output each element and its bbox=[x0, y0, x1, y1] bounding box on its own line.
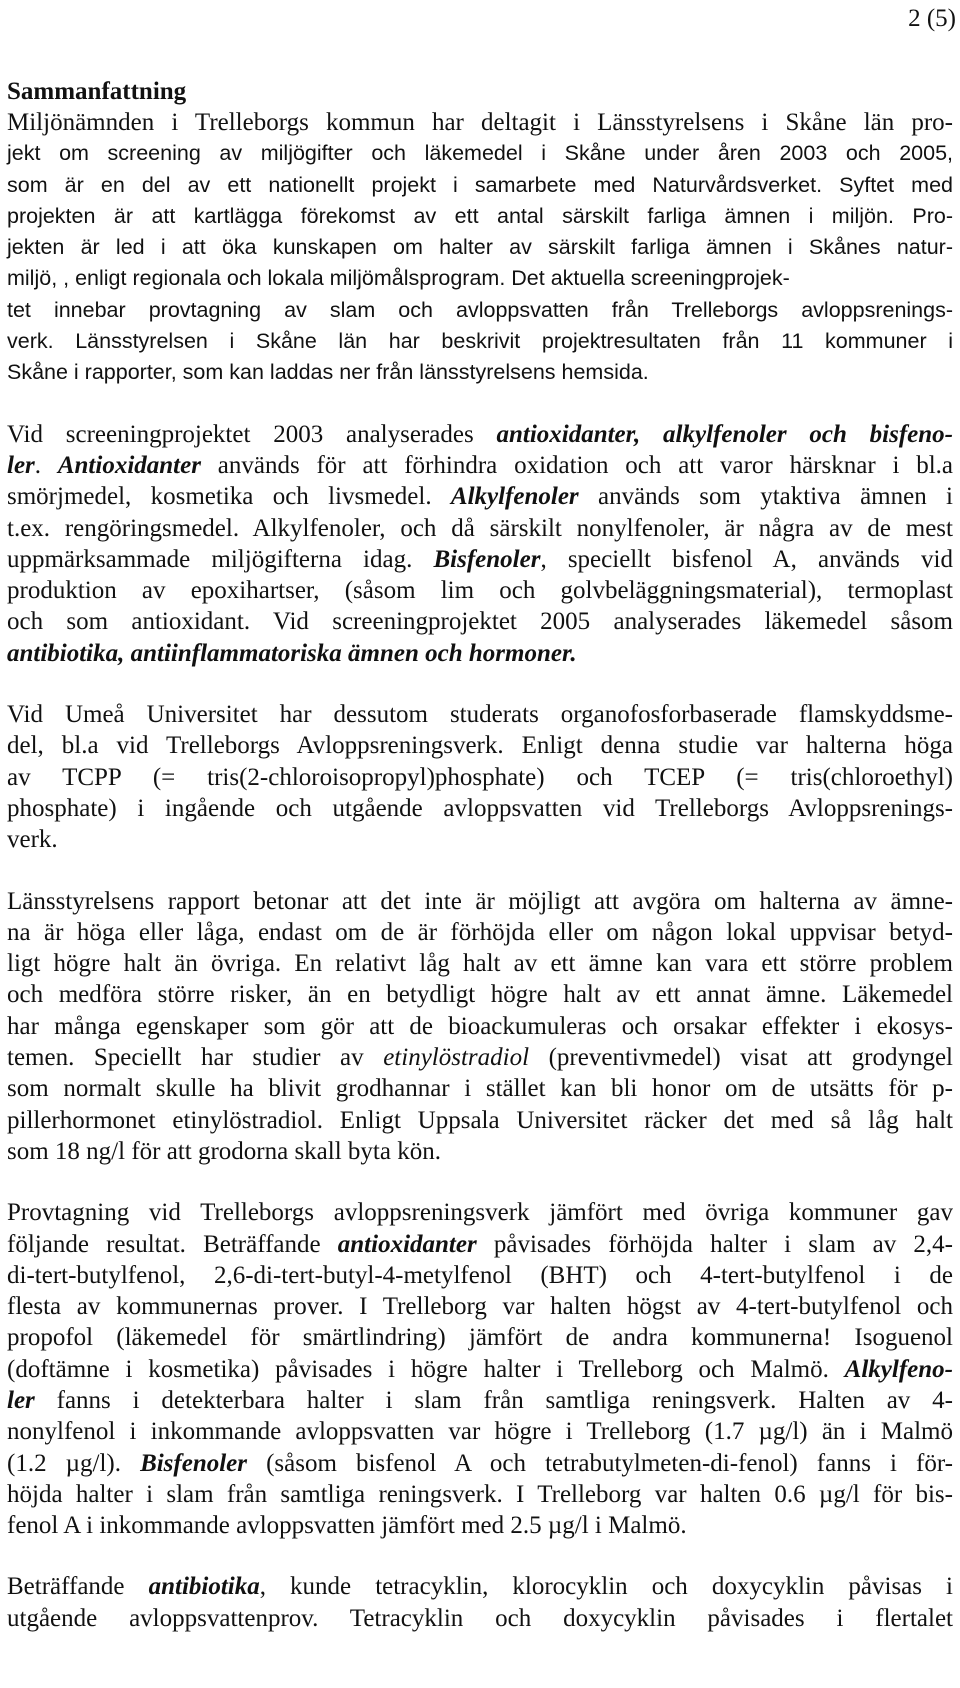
text-run: temen. Speciellt har studier av bbox=[7, 1044, 384, 1072]
paragraph bbox=[7, 107, 953, 389]
text-line bbox=[7, 513, 953, 544]
text-run: verk. Länsstyrelsen i Skåne län har beskrivit projektresultaten från 11 kommuner i bbox=[7, 329, 953, 354]
text-run: fanns i detekterbara halter i slam från samtliga reningsverk. Halten av 4- bbox=[34, 1386, 953, 1414]
text-line bbox=[7, 1385, 953, 1416]
text-run: t.ex. rengöringsmedel. Alkylfenoler, och då särskilt nonylfenoler, är några av de mest bbox=[7, 514, 953, 542]
text-line bbox=[7, 1011, 953, 1042]
text-line bbox=[7, 138, 953, 169]
text-line bbox=[7, 1042, 953, 1073]
text-run: flesta av kommunernas prover. I Trelleborg var halten högst av 4-tert-butylfenol och bbox=[7, 1293, 953, 1321]
text-line bbox=[7, 1571, 953, 1602]
text-run: Vid Umeå Universitet har dessutom studerats organofosforbaserade flamskyddsme- bbox=[7, 701, 953, 729]
paragraph bbox=[7, 886, 953, 1168]
text-line bbox=[7, 1197, 953, 1228]
text-run: tet innebar provtagning av slam och avloppsvatten från Trelleborgs avloppsrenings- bbox=[7, 297, 953, 322]
text-run: och som antioxidant. Vid screeningprojektet 2005 analyserades läkemedel såsom bbox=[7, 608, 953, 636]
text-run: phosphate) i ingående och utgående avloppsvatten vid Trelleborgs Avloppsrenings- bbox=[7, 794, 953, 822]
text-run: nonylfenol i inkommande avloppsvatten var högre i Trelleborg (1.7 µg/l) än i Malmö bbox=[7, 1418, 953, 1446]
emphasized-term: Alkylfenoler bbox=[450, 483, 579, 511]
text-line bbox=[7, 1354, 953, 1385]
text-run: di-tert-butylfenol, 2,6-di-tert-butyl-4-metylfenol (BHT) och 4-tert-butylfenol i de bbox=[7, 1261, 953, 1289]
text-run: utgående avloppsvattenprov. Tetracyklin och doxycyklin påvisades i flertalet bbox=[7, 1604, 953, 1632]
text-run: av TCPP (= tris(2-chloroisopropyl)phosphate) och TCEP (= tris(chloroethyl) bbox=[7, 763, 953, 791]
emphasized-term: antibiotika, antiinflammatoriska ämnen och hormoner. bbox=[7, 639, 577, 667]
text-run: som är en del av ett nationellt projekt i samarbete med Naturvårdsverket. Syftet med bbox=[7, 172, 953, 197]
text-run: pillerhormonet etinylöstradiol. Enligt Uppsala Universitet räcker det med så låg halt bbox=[7, 1106, 953, 1134]
text-run: jekt om screening av miljögifter och läkemedel i Skåne under åren 2003 och 2005, bbox=[7, 141, 953, 166]
text-line bbox=[7, 979, 953, 1010]
emphasized-term: Alkylfeno- bbox=[844, 1355, 953, 1383]
emphasized-term: Bisfenoler bbox=[140, 1449, 248, 1477]
text-run: projekten är att kartlägga förekomst av ett antal särskilt farliga ämnen i miljön. Pro- bbox=[7, 203, 953, 228]
text-run: uppmärksammade miljögifterna idag. bbox=[7, 545, 434, 573]
paragraph bbox=[7, 419, 953, 669]
text-line bbox=[7, 450, 953, 481]
text-line bbox=[7, 1603, 953, 1634]
text-run: och medföra större risker, än en betydligt högre halt av ett annat ämne. Läkemedel bbox=[7, 981, 953, 1009]
text-run: höjda halter i slam från samtliga reningsverk. I Trelleborg var halten 0.6 µg/l för bis- bbox=[7, 1480, 953, 1508]
text-line bbox=[7, 419, 953, 450]
text-line bbox=[7, 1105, 953, 1136]
paragraph bbox=[7, 1571, 953, 1634]
text-line bbox=[7, 107, 953, 138]
text-run: na är höga eller låga, endast om de är förhöjda eller om någon lokal uppvisar betyd- bbox=[7, 918, 953, 946]
text-line bbox=[7, 326, 953, 357]
text-line bbox=[7, 201, 953, 232]
text-line bbox=[7, 1479, 953, 1510]
text-run: följande resultat. Beträffande bbox=[7, 1230, 338, 1258]
text-line bbox=[7, 544, 953, 575]
text-run: , kunde tetracyklin, klorocyklin och doxycyklin påvisas i bbox=[259, 1573, 953, 1601]
text-run: Skåne i rapporter, som kan laddas ner från länsstyrelsens hemsida. bbox=[7, 360, 649, 385]
text-run: (såsom bisfenol A och tetrabutylmeten-di-fenol) fanns i för- bbox=[247, 1449, 953, 1477]
text-line bbox=[7, 232, 953, 263]
text-line bbox=[7, 730, 953, 761]
text-line bbox=[7, 170, 953, 201]
text-line bbox=[7, 824, 953, 855]
text-run: används för att förhindra oxidation och att varor härsknar i bl.a bbox=[200, 451, 953, 479]
text-run: som 18 ng/l för att grodorna skall byta kön. bbox=[7, 1137, 441, 1165]
text-line bbox=[7, 1322, 953, 1353]
text-run: jekten är led i att öka kunskapen om halter av särskilt farliga ämnen i Skånes natur- bbox=[7, 235, 953, 260]
paragraph bbox=[7, 1197, 953, 1541]
text-run: miljö, , enligt regionala och lokala miljömålsprogram. Det aktuella screeningprojek- bbox=[7, 266, 790, 291]
text-run: Länsstyrelsens rapport betonar att det inte är möjligt att avgöra om halterna av ämne- bbox=[7, 887, 953, 915]
text-line bbox=[7, 793, 953, 824]
text-line bbox=[7, 606, 953, 637]
text-run: , speciellt bisfenol A, används vid bbox=[540, 545, 953, 573]
text-run: används som ytaktiva ämnen i bbox=[578, 483, 953, 511]
emphasized-term: ler bbox=[7, 451, 35, 479]
text-line bbox=[7, 1073, 953, 1104]
text-run: (preventivmedel) visat att grodyngel bbox=[529, 1044, 954, 1072]
text-line bbox=[7, 481, 953, 512]
page-number: 2 (5) bbox=[908, 5, 956, 32]
emphasized-term: antibiotika bbox=[148, 1573, 260, 1601]
text-run: Beträffande bbox=[7, 1573, 149, 1601]
text-line bbox=[7, 886, 953, 917]
text-line bbox=[7, 948, 953, 979]
section-heading: Sammanfattning bbox=[7, 78, 187, 105]
text-line bbox=[7, 1260, 953, 1291]
text-run: Vid screeningprojektet 2003 analyserades bbox=[7, 420, 497, 448]
paragraphs bbox=[7, 107, 953, 1634]
text-line bbox=[7, 762, 953, 793]
text-line bbox=[7, 1291, 953, 1322]
text-line bbox=[7, 357, 953, 388]
text-run: som normalt skulle ha blivit grodhannar i stället kan bli honor om de utsätts för p- bbox=[7, 1075, 953, 1103]
text-run: har många egenskaper som gör att de bioackumuleras och orsakar effekter i ekosys- bbox=[7, 1012, 953, 1040]
text-line bbox=[7, 1416, 953, 1447]
paragraph bbox=[7, 699, 953, 855]
text-run: verk. bbox=[7, 826, 58, 854]
text-run: fenol A i inkommande avloppsvatten jämfört med 2.5 µg/l i Malmö. bbox=[7, 1512, 687, 1540]
document-body bbox=[7, 76, 953, 1664]
text-run: del, bl.a vid Trelleborgs Avloppsreningsverk. Enligt denna studie var halterna höga bbox=[7, 732, 953, 760]
text-run: ligt högre halt än övriga. En relativt låg halt av ett ämne kan vara ett större problem bbox=[7, 950, 953, 978]
text-run: . bbox=[34, 451, 58, 479]
text-line bbox=[7, 1448, 953, 1479]
emphasized-term: antioxidanter, alkylfenoler och bisfeno- bbox=[496, 420, 953, 448]
text-line bbox=[7, 575, 953, 606]
emphasized-term: Antioxidanter bbox=[57, 451, 201, 479]
emphasized-term: ler bbox=[7, 1386, 35, 1414]
text-run: propofol (läkemedel för smärtlindring) jämfört de andra kommunerna! Isoguenol bbox=[7, 1324, 953, 1352]
emphasized-term: antioxidanter bbox=[337, 1230, 477, 1258]
text-run: (doftämne i kosmetika) påvisades i högre halter i Trelleborg och Malmö. bbox=[7, 1355, 845, 1383]
text-line bbox=[7, 295, 953, 326]
text-line bbox=[7, 263, 953, 294]
text-line bbox=[7, 1510, 953, 1541]
emphasized-term: Bisfenoler bbox=[433, 545, 541, 573]
text-run: smörjmedel, kosmetika och livsmedel. bbox=[7, 483, 451, 511]
text-line bbox=[7, 1136, 953, 1167]
text-line bbox=[7, 699, 953, 730]
text-run: Provtagning vid Trelleborgs avloppsreningsverk jämfört med övriga kommuner gav bbox=[7, 1199, 953, 1227]
text-run: (1.2 µg/l). bbox=[7, 1449, 141, 1477]
text-line bbox=[7, 917, 953, 948]
text-run: Miljönämnden i Trelleborgs kommun har deltagit i Länsstyrelsens i Skåne län pro- bbox=[7, 109, 953, 136]
text-run: produktion av epoxihartser, (såsom lim och golvbeläggningsmaterial), termoplast bbox=[7, 577, 953, 605]
text-line bbox=[7, 1229, 953, 1260]
text-run: påvisades förhöjda halter i slam av 2,4- bbox=[476, 1230, 953, 1258]
emphasized-term: etinylöstradiol bbox=[383, 1044, 530, 1072]
text-line bbox=[7, 638, 953, 669]
